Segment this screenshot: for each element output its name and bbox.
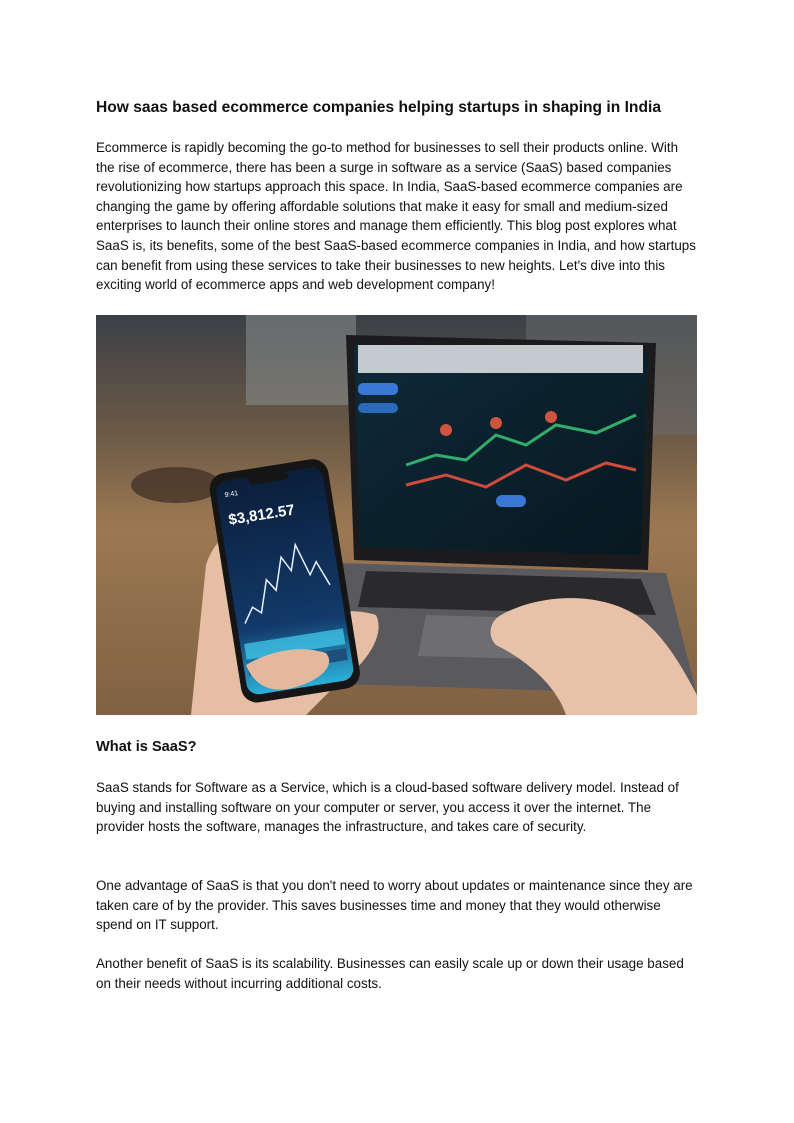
article-photo (96, 315, 697, 715)
intro-paragraph: Ecommerce is rapidly becoming the go-to method for businesses to sell their products online. With the rise of ecommerce, there has been a surge in software as a service (SaaS) based companies revolutionizing how startups approach this space. In India, SaaS-based ecommerce companies are changing the game by offering affordable solutions that make it easy for small and medium-sized enterprises to launch their online stores and manage them efficiently. This blog post explores what SaaS is, its benefits, some of the best SaaS-based ecommerce companies in India, and how startups can benefit from using these services to take their businesses to new heights. Let's dive into this exciting world of ecommerce apps and web development company! (96, 140, 696, 293)
paragraph-saas-advantage: One advantage of SaaS is that you don't need to worry about updates or maintenance since they are taken care of by the provider. This saves businesses time and money that they would otherwise spend on IT support. (96, 878, 693, 933)
phone-time: 9:41 (224, 490, 239, 500)
paragraph-saas-definition: SaaS stands for Software as a Service, which is a cloud-based software delivery model. Instead of buying and installing software on your computer or server, you access it over the internet. The provider hosts the software, manages the infrastructure, and takes care of security. (96, 780, 679, 835)
paragraph-saas-scalability: Another benefit of SaaS is its scalability. Businesses can easily scale up or down their usage based on their needs without incurring additional costs. (96, 956, 684, 991)
section-heading: What is SaaS? (96, 739, 197, 755)
article-title: How saas based ecommerce companies helping startups in shaping in India (96, 99, 661, 116)
phone-price: $3,812.57 (227, 501, 296, 529)
